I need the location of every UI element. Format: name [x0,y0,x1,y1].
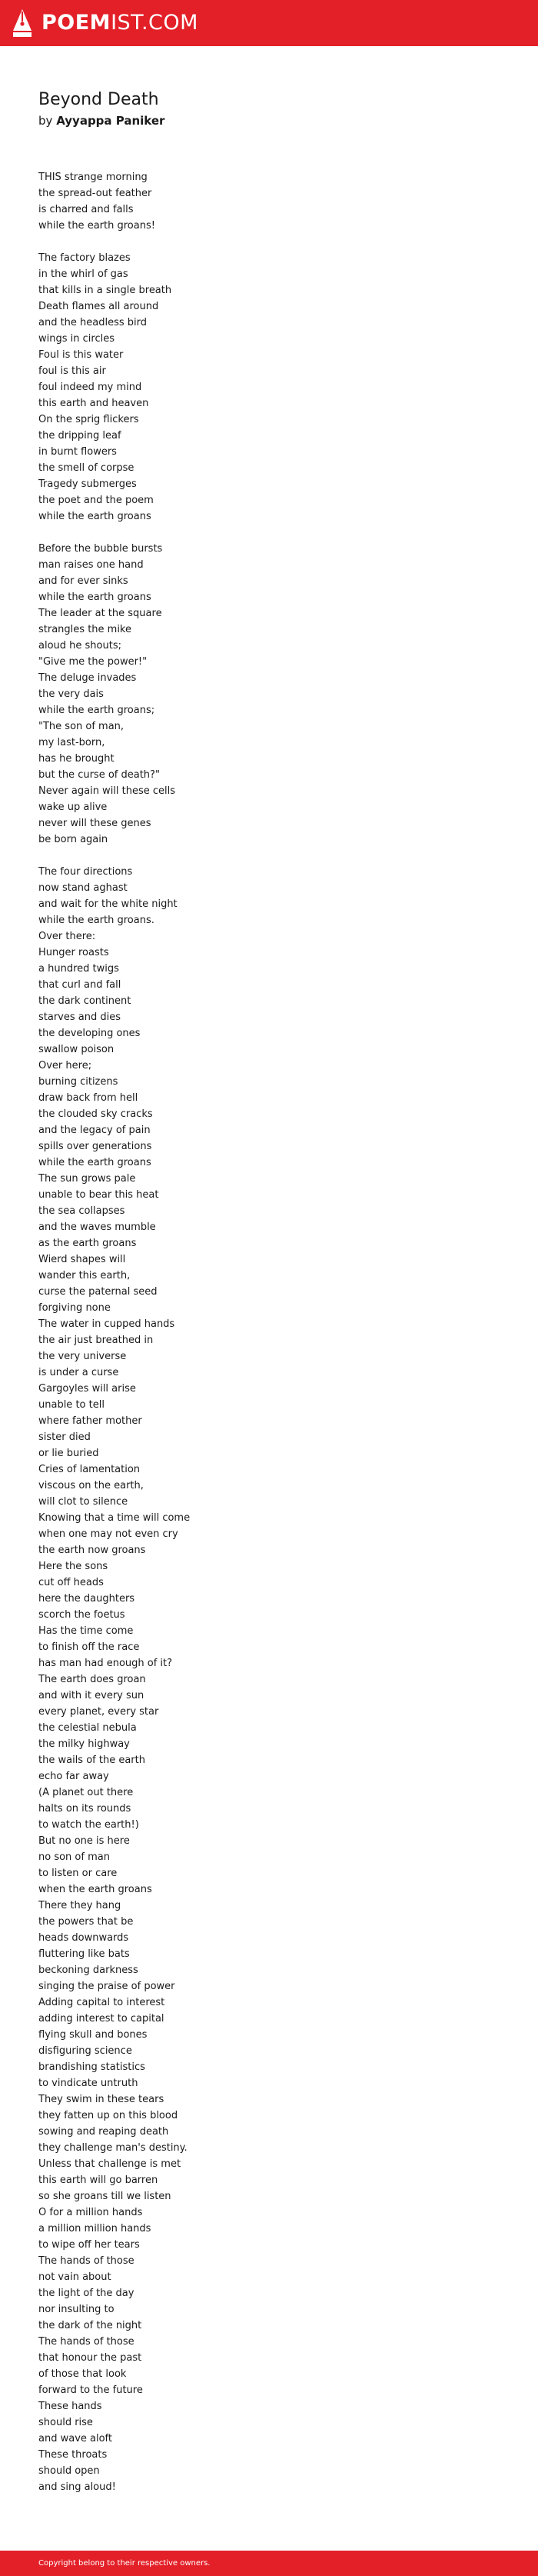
poem-line: "The son of man, [38,721,125,732]
poem-line: that honour the past [38,2352,142,2364]
site-footer [0,2551,538,2576]
poem-line: unable to bear this heat [38,1189,159,1201]
poem-line: and sing aloud! [38,2481,116,2493]
poem-content [38,89,515,2511]
poem-line: Gargoyles will arise [38,1383,136,1395]
poem-line: now stand aghast [38,882,128,894]
pen-nib-icon [11,8,34,38]
poem-line: Before the bubble bursts [38,543,163,555]
poem-line: But no one is here [38,1835,130,1847]
poem-line: singing the praise of power [38,1981,175,1992]
poem-line: and wait for the white night [38,898,178,910]
poem-line: while the earth groans [38,1157,151,1168]
poem-line: when the earth groans [38,1884,152,1895]
poem-line: this earth will go barren [38,2174,158,2186]
poem-line: this earth and heaven [38,398,149,409]
poem-line: has man had enough of it? [38,1658,173,1669]
poem-line: and for ever sinks [38,575,128,587]
poem-line: and the waves mumble [38,1221,156,1233]
poem-line: On the sprig flickers [38,414,139,425]
poem-line: The sun grows pale [38,1173,136,1185]
poem-line: that curl and fall [38,979,121,991]
poem-line: while the earth groans; [38,705,155,716]
site-header [0,0,538,46]
poem-line: The leader at the square [38,608,162,619]
poem-body [38,169,515,2495]
poem-line: every planet, every star [38,1706,159,1718]
poem-line: will clot to silence [38,1496,128,1508]
poem-line: sowing and reaping death [38,2126,169,2138]
poem-line: the earth now groans [38,1545,146,1556]
poem-line: The hands of those [38,2336,134,2348]
poem-line: and the legacy of pain [38,1125,151,1136]
poem-line: nor insulting to [38,2304,115,2315]
poem-line: that kills in a single breath [38,285,172,296]
poem-line: O for a million hands [38,2207,143,2218]
poem-line: in the whirl of gas [38,268,128,280]
poem-line: here the daughters [38,1593,135,1605]
poem-line: They swim in these tears [38,2094,164,2105]
poem-line: while the earth groans [38,592,151,603]
poem-stanza [38,864,515,2495]
poem-line: and with it every sun [38,1690,144,1701]
poem-line: The water in cupped hands [38,1318,175,1330]
poem-line: wings in circles [38,333,115,345]
poem-line: Over there: [38,931,96,942]
poem-line: is under a curse [38,1367,119,1378]
poem-line: the dark of the night [38,2320,142,2331]
poem-line: heads downwards [38,1932,129,1944]
poem-line: the dripping leaf [38,430,121,442]
poem-line: echo far away [38,1771,109,1782]
poem-line: to listen or care [38,1868,118,1879]
poem-line: as the earth groans [38,1238,137,1249]
poem-line: These throats [38,2449,108,2461]
poem-line: while the earth groans. [38,915,154,926]
poem-line: brandishing statistics [38,2061,145,2073]
poem-line: the celestial nebula [38,1722,137,1734]
poem-line: to finish off the race [38,1641,140,1653]
poem-line: Tragedy submerges [38,478,137,490]
poem-line: sister died [38,1431,91,1443]
poem-line: The earth does groan [38,1674,146,1685]
poem-line: aloud he shouts; [38,640,121,651]
poem-line: my last-born, [38,737,105,748]
poem-line: These hands [38,2401,102,2412]
poem-line: scorch the foetus [38,1609,125,1621]
poem-line: the dark continent [38,995,131,1007]
poem-line: Cries of lamentation [38,1464,141,1475]
poem-line: the spread-out feather [38,188,152,199]
poem-line: the developing ones [38,1028,141,1039]
poem-line: Hunger roasts [38,947,109,958]
poem-line: Never again will these cells [38,785,176,797]
poem-line: cut off heads [38,1577,104,1588]
poem-line: Unless that challenge is met [38,2158,181,2170]
poem-line: adding interest to capital [38,2013,164,2024]
poem-line: not vain about [38,2271,111,2283]
poem-line: foul indeed my mind [38,382,142,393]
poem-line: flying skull and bones [38,2029,148,2041]
poem-line: they challenge man's destiny. [38,2142,188,2154]
poem-line: to vindicate untruth [38,2078,138,2089]
poem-line: forgiving none [38,1302,111,1314]
poem-line: and wave aloft [38,2433,112,2444]
poem-line: Over here; [38,1060,92,1071]
poem-line: the milky highway [38,1738,130,1750]
poem-line: beckoning darkness [38,1964,138,1976]
poem-line: the poet and the poem [38,495,154,506]
poem-title: Beyond Death [38,90,159,109]
logo-text-bold: POEM [42,11,111,35]
poem-line: should open [38,2465,100,2477]
poem-line: unable to tell [38,1399,105,1411]
poem-line: a hundred twigs [38,963,119,975]
poem-line: wake up alive [38,801,108,813]
poem-line: Adding capital to interest [38,1997,165,2008]
poem-line: foul is this air [38,365,106,377]
poem-line: Foul is this water [38,349,124,361]
poem-line: Here the sons [38,1561,108,1572]
poem-line: There they hang [38,1900,121,1911]
poem-line: they fatten up on this blood [38,2110,178,2121]
poem-line: of those that look [38,2368,127,2380]
poem-line: be born again [38,834,108,845]
poem-line: the wails of the earth [38,1755,145,1766]
poem-line: should rise [38,2417,93,2428]
poem-line: "Give me the power!" [38,656,148,668]
poem-line: curse the paternal seed [38,1286,158,1298]
poem-line: The factory blazes [38,252,131,264]
poem-line: disfiguring science [38,2045,132,2057]
poem-line: spills over generations [38,1141,152,1152]
poem-line: a million million hands [38,2223,151,2234]
poem-line: when one may not even cry [38,1528,178,1540]
poem-line: to watch the earth!) [38,1819,139,1831]
poem-line: starves and dies [38,1011,121,1023]
poem-line: the very dais [38,688,104,700]
copyright-text: Copyright belong to their respective owners. [38,2559,211,2568]
poem-line: Knowing that a time will come [38,1512,191,1524]
poem-line: forward to the future [38,2384,143,2396]
poem-line: the air just breathed in [38,1335,154,1346]
poem-line: Death flames all around [38,301,159,312]
poem-line: swallow poison [38,1044,115,1055]
poem-line: the very universe [38,1351,127,1362]
poem-line: Wierd shapes will [38,1254,126,1265]
poem-line: wander this earth, [38,1270,131,1281]
by-label: by [38,114,53,128]
poem-line: so she groans till we listen [38,2191,171,2202]
poem-line: no son of man [38,1851,110,1863]
poem-line: The four directions [38,866,133,878]
poem-line: THIS strange morning [38,172,148,183]
poem-line: the clouded sky cracks [38,1108,153,1120]
author-link[interactable]: Ayyappa Paniker [56,114,165,128]
poem-line: fluttering like bats [38,1948,130,1960]
poem-line: never will these genes [38,818,151,829]
poem-line: Has the time come [38,1625,134,1637]
poem-line: but the curse of death?" [38,769,160,781]
poem-line: to wipe off her tears [38,2239,140,2251]
poem-stanza [38,541,515,848]
logo-text-light: IST.COM [111,11,198,35]
poem-stanza [38,250,515,525]
poem-line: and the headless bird [38,317,148,328]
poem-line: burning citizens [38,1076,118,1088]
poem-line: the sea collapses [38,1205,125,1217]
poem-line: the powers that be [38,1916,134,1928]
poem-line: draw back from hell [38,1092,138,1104]
poem-line: strangles the mike [38,624,131,635]
poem-line: (A planet out there [38,1787,134,1798]
poem-line: has he brought [38,753,115,765]
poem-stanza [38,169,515,234]
poem-line: while the earth groans [38,511,151,522]
poem-line: while the earth groans! [38,220,155,232]
poem-line: in burnt flowers [38,446,117,458]
poem-line: or lie buried [38,1448,99,1459]
poem-byline [38,112,515,129]
poem-line: the light of the day [38,2288,134,2299]
poem-line: the smell of corpse [38,462,134,474]
site-logo-text [42,8,198,38]
poem-line: where father mother [38,1415,142,1427]
poem-line: The deluge invades [38,672,137,684]
poem-line: halts on its rounds [38,1803,131,1815]
poem-line: The hands of those [38,2255,134,2267]
poem-line: man raises one hand [38,559,144,571]
poem-line: is charred and falls [38,204,134,215]
site-logo-link[interactable] [11,8,198,38]
poem-line: viscous on the earth, [38,1480,144,1491]
